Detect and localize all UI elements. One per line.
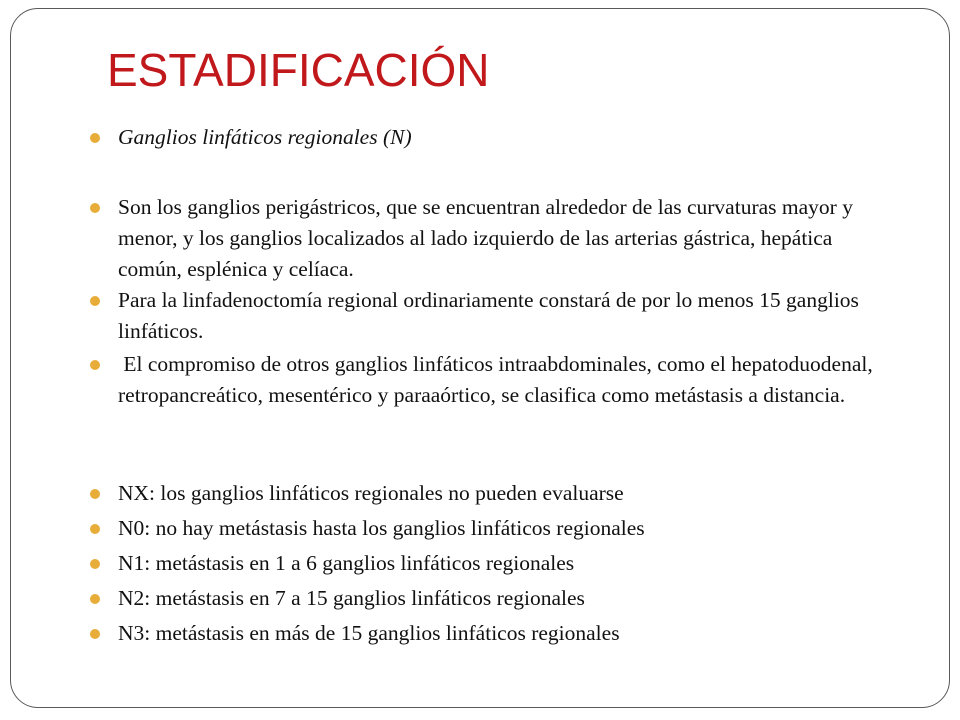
bullet-text-nx: NX: los ganglios linfáticos regionales no pueden evaluarse (118, 481, 624, 505)
bullet-text-compromiso: El compromiso de otros ganglios linfáticos intraabdominales, como el hepatoduodenal, retropancreático, mesentérico y paraaórtico, se clasifica como metástasis a distancia. (118, 352, 879, 407)
bullet-text-n1: N1: metástasis en 1 a 6 ganglios linfáticos regionales (118, 551, 575, 575)
bullet-text-linfadenoctomia: Para la linfadenoctomía regional ordinariamente constará de por lo menos 15 ganglios linfáticos. (118, 288, 859, 343)
bullet-dot (90, 296, 100, 306)
bullet-dot (90, 203, 100, 213)
slide-title: ESTADIFICACIÓN (107, 44, 490, 96)
bullet-text-n2: N2: metástasis en 7 a 15 ganglios linfáticos regionales (118, 586, 585, 610)
bullet-text-perigastricos: Son los ganglios perigástricos, que se encuentran alrededor de las curvaturas mayor y menor, y los ganglios localizados al lado izquierdo de las arterias gástrica, hepática común, esplénica y celíaca. (118, 195, 853, 281)
bullet-dot (90, 360, 100, 370)
bullet-dot (90, 489, 100, 499)
bullet-dot (90, 524, 100, 534)
bullet-text-n3: N3: metástasis en más de 15 ganglios linfáticos regionales (118, 621, 620, 645)
bullet-text-ganglios-heading: Ganglios linfáticos regionales (N) (118, 125, 412, 149)
bullet-text-n0: N0: no hay metástasis hasta los ganglios linfáticos regionales (118, 516, 645, 540)
bullet-dot (90, 594, 100, 604)
bullet-dot (90, 629, 100, 639)
bullet-dot (90, 133, 100, 143)
bullet-dot (90, 559, 100, 569)
